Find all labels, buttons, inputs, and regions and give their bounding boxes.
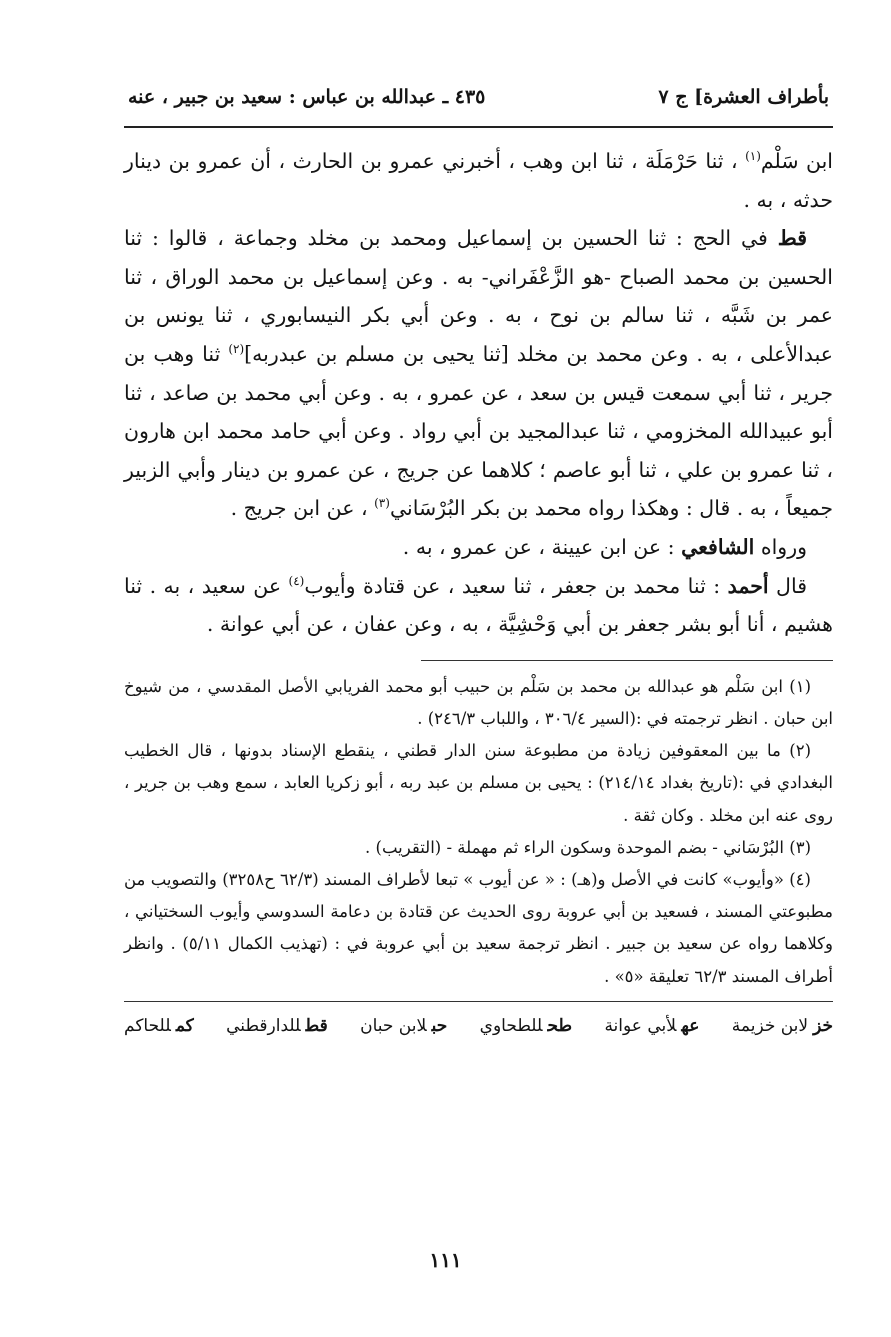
text-run: ورواه [754,534,807,559]
text-run: ، ثنا حَرْمَلَة ، ثنا ابن وهب ، أخبرني عمرو بن الحارث ، أن عمرو بن دينار حدثه ، به . [124,149,833,212]
text-run: قال [768,573,807,598]
text-run: : عن ابن عيينة ، عن عمرو ، به . [402,534,682,559]
paragraph-3 [124,528,833,567]
header-chapter-title: ٤٣٥ ـ عبدالله بن عباس : سعيد بن جبير ، عنه [128,86,486,108]
legend-code: خز [813,1015,833,1036]
legend-name: لابن حبان [360,1015,427,1036]
footnote-ref-4[interactable]: (٤) [288,573,305,588]
header-book-title: بأطراف العشرة] ج ٧ [658,86,829,108]
narrator-ahmad: أحمد [727,573,769,598]
legend-item [124,1012,194,1040]
legend-item [732,1012,833,1040]
abbreviation-legend [124,1012,833,1040]
legend-item [604,1012,699,1040]
paragraph-2 [124,219,833,528]
legend-code: حب [431,1015,448,1036]
footnote-rule [421,660,833,661]
footnote-3: (٣) البُرْسَاني - بضم الموحدة وسكون الراء ثم مهملة - (التقريب) . [365,837,811,857]
paragraph-1 [124,142,833,219]
legend-item [360,1012,447,1040]
legend-name: للدارقطني [226,1015,301,1036]
legend-item [226,1012,328,1040]
page-number: ١١١ [429,1248,462,1272]
text-run: ابن سَلْم [760,149,833,173]
legend-code: قط [305,1015,328,1036]
text-run: في الحج : ثنا الحسين بن إسماعيل ومحمد بن مخلد وجماعة ، قالوا : ثنا الحسين بن محمد الصباح -هو الزَّعْفَراني- به . وعن إسماعيل بن محمد الوراق ، ثنا عمر بن شَبَّه ، ثنا سالم بن نوح ، به . وعن أبي بكر النيسابوري ، ثنا يونس بن عبدالأعلى ، به . وعن محمد بن مخلد [ثنا يحيى بن مسلم بن عبدربه] [124,226,833,366]
legend-name: للحاكم [124,1015,171,1036]
text-run: ثنا وهب بن جرير ، ثنا أبي سمعت قيس بن سعد ، عن عمرو ، به . وعن أبي محمد بن صاعد ، ثنا أبو عبيدالله المخزومي ، ثنا عبدالمجيد بن أبي رواد . وعن أبي حامد محمد ابن هارون ، ثنا عمرو بن علي ، ثنا أبو عاصم ؛ كلاهما عن جريج ، عن عمرو بن دينار وأبي الزبير جميعاً ، به . قال : وهكذا رواه محمد بن بكر البُرْسَاني [124,341,833,521]
text-run: عن سعيد ، به . ثنا هشيم ، أنا أبو بشر جعفر بن أبي وَحْشِيَّة ، به ، وعن عفان ، عن أبي عوانة . [124,573,833,637]
footnote-1: (١) ابن سَلْم هو عبدالله بن محمد بن سَلْم بن حبيب أبو محمد الفريابي الأصل المقدسي ، من شيوخ ابن حبان . انظر ترجمته في :(السير ٣٠٦/٤ ، واللباب ٢٤٦/٣) . [124,676,833,728]
header-rule [124,126,833,128]
text-run: : ثنا محمد بن جعفر ، ثنا سعيد ، عن قتادة وأيوب [304,573,728,598]
text-run: ، عن ابن جريج . [230,496,375,521]
narrator-shafii: الشافعي [681,534,755,559]
legend-name: لابن خزيمة [731,1015,809,1036]
legend-rule [124,1001,833,1002]
footnote-4: (٤) «وأيوب» كانت في الأصل و(هـ) : « عن أيوب » تبعا لأطراف المسند (٦٢/٣ ح٣٢٥٨) والتصويب من مطبوعتي المسند ، فسعيد بن أبي عروبة روى الحديث عن قتادة بن دعامة السدوسي وأيوب السختياني ، وكلاهما رواه عن سعيد بن جبير . انظر ترجمة سعيد بن أبي عروبة في : (تهذيب الكمال ٥/١١) . وانظر أطراف المسند ٦٢/٣ تعليقة «٥» . [124,869,834,986]
legend-name: لأبي عوانة [604,1015,677,1036]
running-header [124,82,833,118]
paragraph-4 [124,567,833,644]
source-code-qt: قط [777,226,807,251]
legend-name: للطحاوي [479,1015,543,1036]
main-text [124,142,833,644]
footnote-ref-2[interactable]: (٢) [228,342,245,357]
legend-code: كم [175,1015,194,1036]
legend-code: عه [681,1015,700,1036]
legend-item [480,1012,572,1040]
footnotes [124,671,833,993]
footnote-ref-1[interactable]: (١) [745,149,761,164]
legend-code: طح [547,1015,573,1036]
footnote-2: (٢) ما بين المعقوفين زيادة من مطبوعة سنن الدار قطني ، ينقطع الإسناد بدونها ، قال الخطيب البغدادي في :(تاريخ بغداد ٢١٤/١٤) : يحيى بن مسلم بن عبد ربه ، أبو زكريا العابد ، سمع وهب بن جرير ، روى عنه ابن مخلد . وكان ثقة . [124,741,833,825]
footnote-ref-3[interactable]: (٣) [374,496,390,511]
